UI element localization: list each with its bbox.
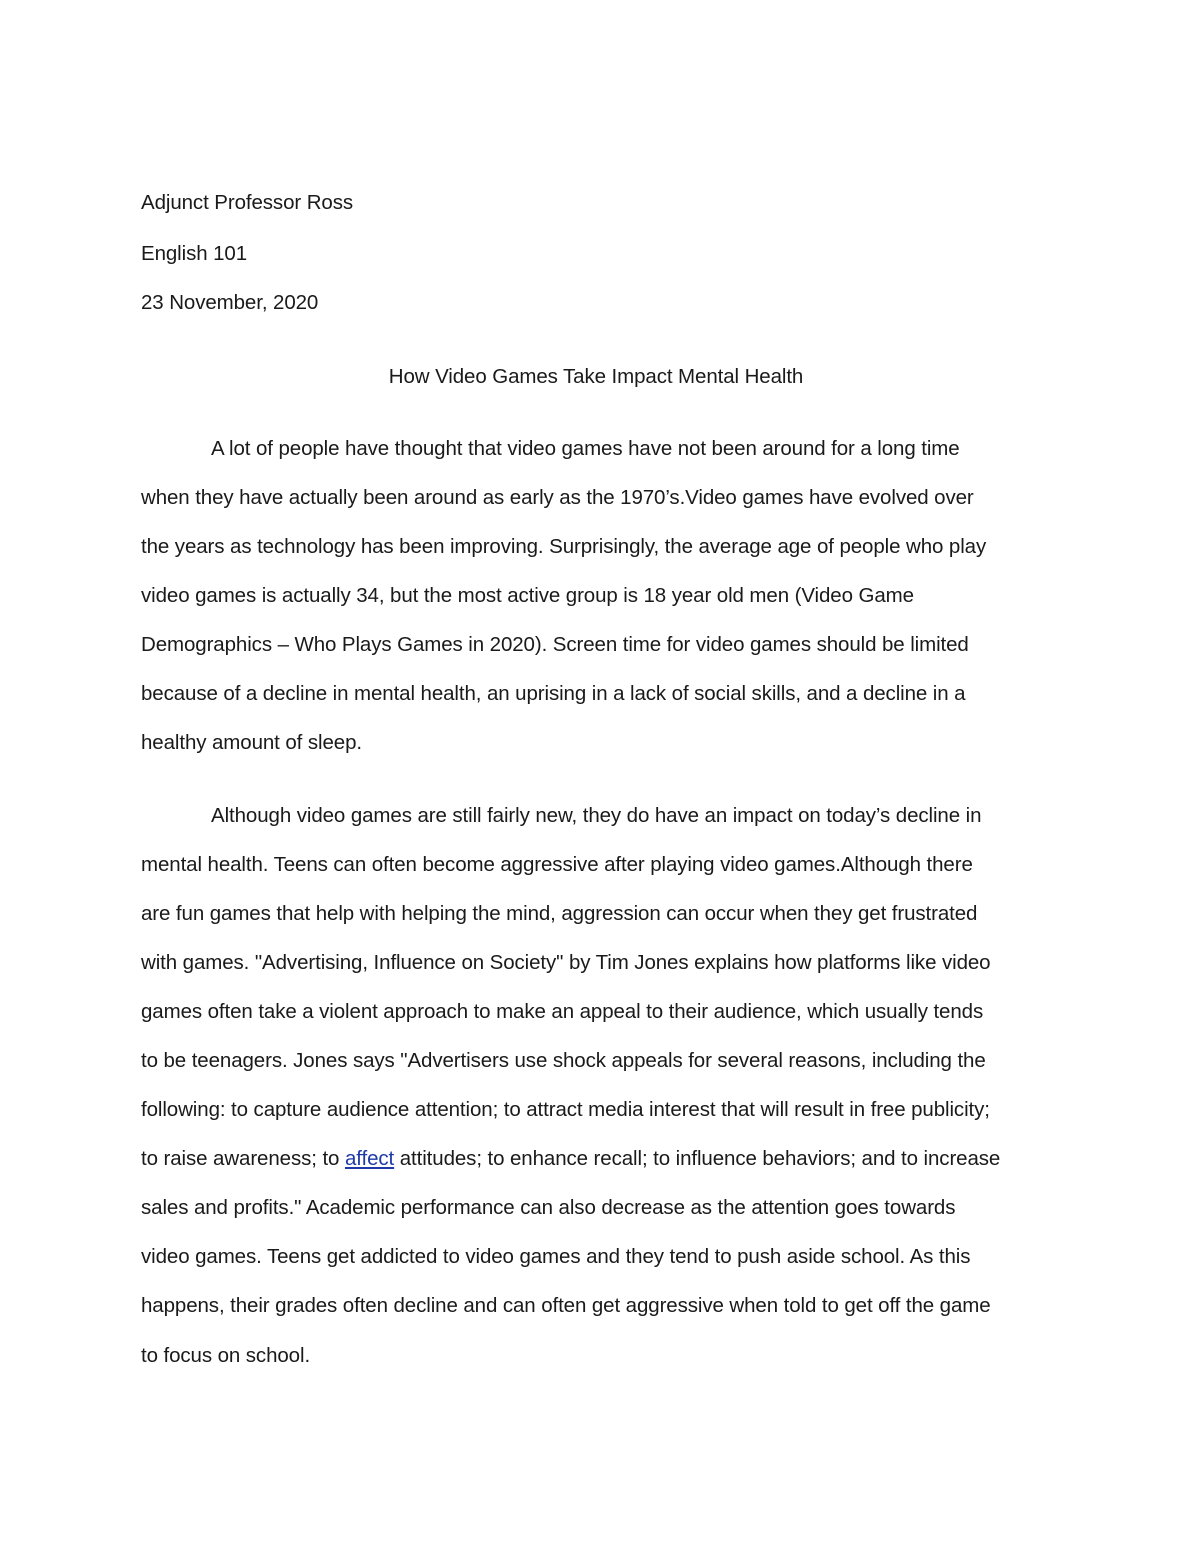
paragraph-line: video games is actually 34, but the most active group is 18 year old men (Video Game <box>141 584 914 607</box>
course-name: English 101 <box>141 242 248 265</box>
paragraph-line: A lot of people have thought that video games have not been around for a long time <box>211 437 960 460</box>
paragraph-line: because of a decline in mental health, an uprising in a lack of social skills, and a decline in a <box>141 682 966 705</box>
paragraph-line: following: to capture audience attention; to attract media interest that will result in free publicity; <box>141 1098 990 1121</box>
paragraph-line: happens, their grades often decline and can often get aggressive when told to get off the game <box>141 1294 991 1317</box>
paragraph-line: to focus on school. <box>141 1344 311 1367</box>
essay-title: How Video Games Take Impact Mental Health <box>388 365 804 388</box>
instructor-name: Adjunct Professor Ross <box>141 191 353 214</box>
paragraph-line-with-link <box>141 1147 1000 1171</box>
paragraph-line: with games. "Advertising, Influence on Society" by Tim Jones explains how platforms like video <box>141 951 991 974</box>
paragraph-line: Demographics – Who Plays Games in 2020). Screen time for video games should be limited <box>141 633 969 656</box>
paragraph-line: the years as technology has been improving. Surprisingly, the average age of people who play <box>141 535 987 558</box>
affect-link[interactable]: affect <box>344 1147 395 1170</box>
paragraph-line: when they have actually been around as early as the 1970’s.Video games have evolved over <box>141 486 974 509</box>
document-date: 23 November, 2020 <box>141 291 319 314</box>
line-text-before-link: to raise awareness; to <box>141 1147 345 1170</box>
paragraph-line: to be teenagers. Jones says "Advertisers use shock appeals for several reasons, including the <box>141 1049 986 1072</box>
paragraph-line: games often take a violent approach to make an appeal to their audience, which usually tends <box>141 1000 984 1023</box>
paragraph-line: healthy amount of sleep. <box>141 731 362 754</box>
paragraph-line: video games. Teens get addicted to video games and they tend to push aside school. As this <box>141 1245 971 1268</box>
paragraph-line: Although video games are still fairly new, they do have an impact on today’s decline in <box>211 804 982 827</box>
paragraph-line: are fun games that help with helping the mind, aggression can occur when they get frustrated <box>141 902 978 925</box>
paragraph-line: sales and profits." Academic performance can also decrease as the attention goes towards <box>141 1196 956 1219</box>
paragraph-line: mental health. Teens can often become aggressive after playing video games.Although there <box>141 853 973 876</box>
line-text-after-link: attitudes; to enhance recall; to influence behaviors; and to increase <box>394 1147 1001 1170</box>
